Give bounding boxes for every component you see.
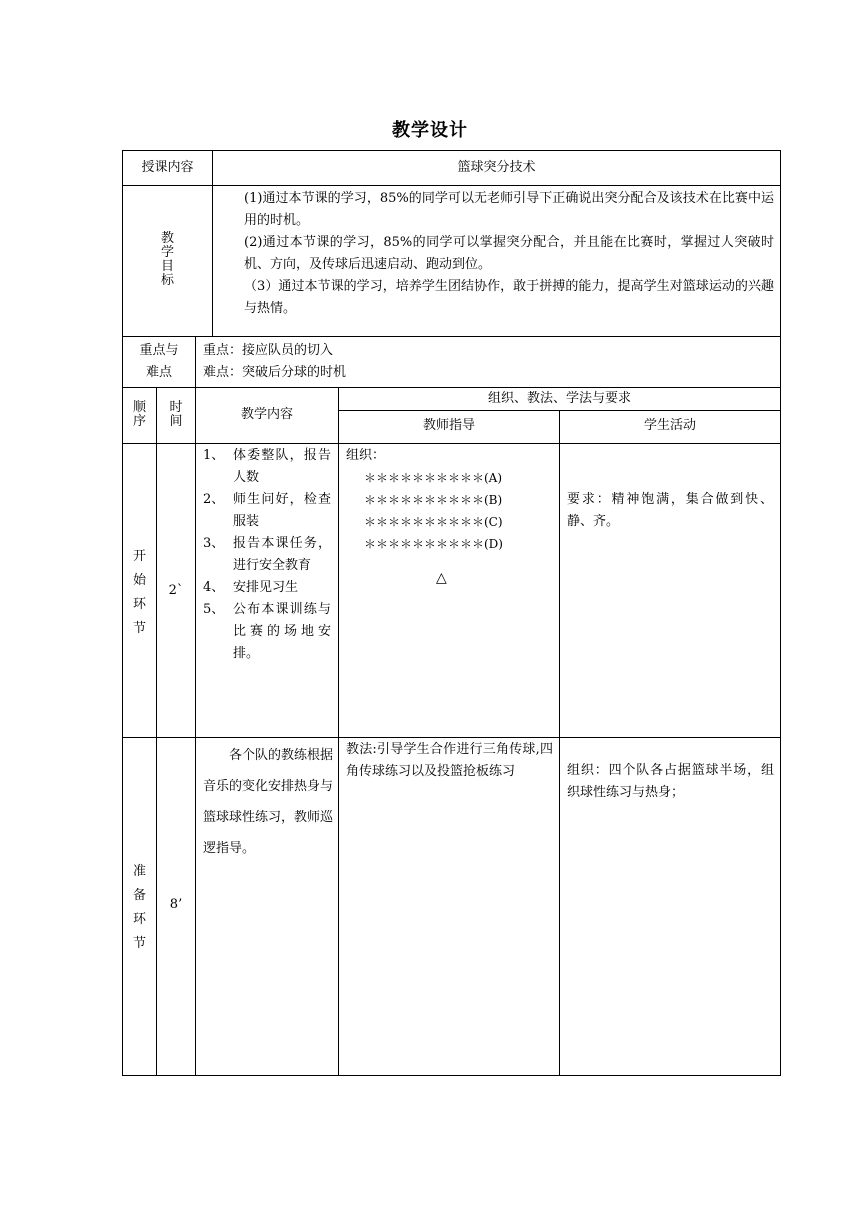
section-start-content — [203, 445, 331, 665]
section-prepare-name: 准 备 环 节 — [132, 864, 146, 951]
list-item: 1、 体委整队，报告人数 — [203, 448, 331, 485]
section-prepare-teacher: 教法:引导学生合作进行三角传球,四角传球练习以及投篮抢板练习 — [346, 742, 553, 779]
objectives-text — [244, 188, 774, 320]
list-item: 3、 报告本课任务，进行安全教育 — [203, 536, 331, 573]
key-points-text — [203, 340, 773, 384]
list-item: 5、 公布本课训练与比赛的场地安排。 — [203, 602, 331, 661]
formation-row-a: ＊＊＊＊＊＊＊＊＊＊(A) — [364, 471, 503, 485]
formation-row-b: ＊＊＊＊＊＊＊＊＊＊(B) — [364, 493, 503, 507]
section-start-teacher — [346, 445, 552, 589]
section-start-time: 2` — [168, 583, 184, 598]
section-start-name: 开 始 环 节 — [132, 549, 146, 636]
section-start-student: 要求：精神饱满，集合做到快、静、齐。 — [567, 492, 773, 529]
section-prepare-time: 8’ — [169, 897, 183, 912]
formation-diagram — [346, 467, 552, 555]
difficult-point: 难点：突破后分球的时机 — [203, 365, 347, 380]
section-prepare-content: 各个队的教练根据音乐的变化安排热身与篮球球性练习，教师巡逻指导。 — [203, 748, 334, 856]
key-point: 重点：接应队员的切入 — [203, 343, 334, 358]
page-title: 教学设计 — [392, 120, 468, 141]
header-teacher: 教师指导 — [422, 418, 475, 433]
section-prepare-student: 组织：四个队各占据篮球半场，组织球性练习与热身； — [567, 763, 774, 800]
header-content: 教学内容 — [240, 407, 293, 422]
header-time: 时 间 — [169, 400, 183, 429]
objective-3: （3）通过本节课的学习，培养学生团结协作，敢于拼搏的能力，提高学生对篮球运动的兴趣与热情。 — [244, 279, 774, 316]
header-student: 学生活动 — [643, 418, 696, 433]
formation-row-c: ＊＊＊＊＊＊＊＊＊＊(C) — [364, 515, 503, 529]
objectives-label: 教 学 目 标 — [160, 231, 174, 288]
course-value: 篮球突分技术 — [457, 160, 536, 175]
objective-1: (1)通过本节课的学习，85%的同学可以无老师引导下正确说出突分配合及该技术在比赛中运用的时机。 — [244, 191, 774, 228]
header-group: 组织、教法、学法与要求 — [487, 391, 631, 406]
objective-2: (2)通过本节课的学习，85%的同学可以掌握突分配合，并且能在比赛时，掌握过人突破时机、方向，及传球后迅速启动、跑动到位。 — [244, 235, 774, 272]
list-item: 4、 安排见习生 — [203, 580, 299, 595]
header-order: 顺 序 — [132, 400, 146, 429]
teacher-position-icon: △ — [436, 570, 447, 586]
list-item: 2、 师生问好，检查服装 — [203, 492, 331, 529]
key-points-label: 重点与 难点 — [139, 343, 179, 380]
formation-row-d: ＊＊＊＊＊＊＊＊＊＊(D) — [364, 537, 503, 551]
formation-label: 组织： — [346, 448, 386, 463]
course-label: 授课内容 — [141, 160, 194, 175]
